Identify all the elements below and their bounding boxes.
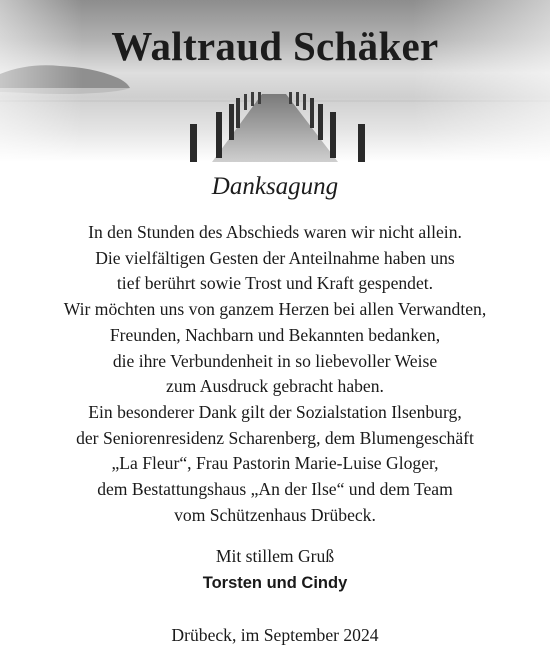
signers: Torsten und Cindy [202,574,348,593]
text-line: dem Bestattungshaus „An der Ilse“ und dem Team [97,479,453,500]
text-line: Die vielfältigen Gesten der Anteilnahme haben uns [95,247,455,268]
deceased-name: Waltraud Schäker [111,23,439,69]
text-line: der Seniorenresidenz Scharenberg, dem Blumengeschäft [76,427,474,448]
text-line: In den Stunden des Abschieds waren wir nicht allein. [88,222,462,242]
greeting: Mit stillem Gruß [215,546,335,567]
thanks-paragraph [0,220,550,528]
text-line: vom Schützenhaus Drübeck. [174,504,376,525]
header-photo [0,0,550,162]
notice-heading: Danksagung [211,173,339,200]
text-line: Ein besonderer Dank gilt der Sozialstation Ilsenburg, [88,401,462,422]
text-line: zum Ausdruck gebracht haben. [166,376,384,397]
place-date: Drübeck, im September 2024 [171,625,379,646]
text-line: Freunden, Nachbarn und Bekannten bedanken, [109,324,441,345]
text-line: tief berührt sowie Trost und Kraft gespendet. [116,273,434,294]
thanks-text-block [0,172,550,649]
text-line: Wir möchten uns von ganzem Herzen bei allen Verwandten, [63,299,487,320]
text-line: die ihre Verbundenheit in so liebevoller Weise [112,350,438,371]
text-line: „La Fleur“, Frau Pastorin Marie-Luise Gloger, [111,453,439,474]
